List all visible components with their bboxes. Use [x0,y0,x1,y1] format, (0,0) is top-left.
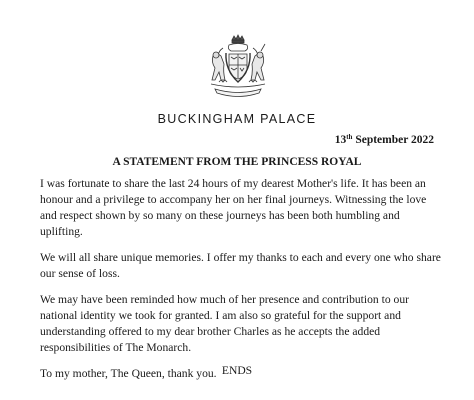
statement-title: A STATEMENT FROM THE PRINCESS ROYAL [112,156,362,168]
date-ordinal-suffix: th [346,133,353,141]
closing-ends: ENDS [221,364,253,377]
statement-body [40,176,444,392]
date-day: 13 [334,134,347,146]
royal-coat-of-arms-icon [205,34,271,102]
paragraph: To my mother, The Queen, thank you. [40,367,217,380]
date-month-year: September 2022 [352,134,434,146]
paragraph: We may have been reminded how much of her presence and contribution to our national identity we took for granted. I am also so grateful for the support and understanding offered to my dear brother Charles as he accepts the added responsibilities of The Monarch. [40,293,409,354]
statement-date [335,134,434,146]
letterhead-title: BUCKINGHAM PALACE [157,112,317,126]
paragraph: We will all share unique memories. I offer my thanks to each and every one who share our sense of loss. [40,251,441,280]
paragraph: I was fortunate to share the last 24 hours of my dearest Mother's life. It has been an honour and a privilege to accompany her on her final journeys. Witnessing the love and respect shown by so many on these journeys has been both humbling and uplifting. [40,177,427,238]
